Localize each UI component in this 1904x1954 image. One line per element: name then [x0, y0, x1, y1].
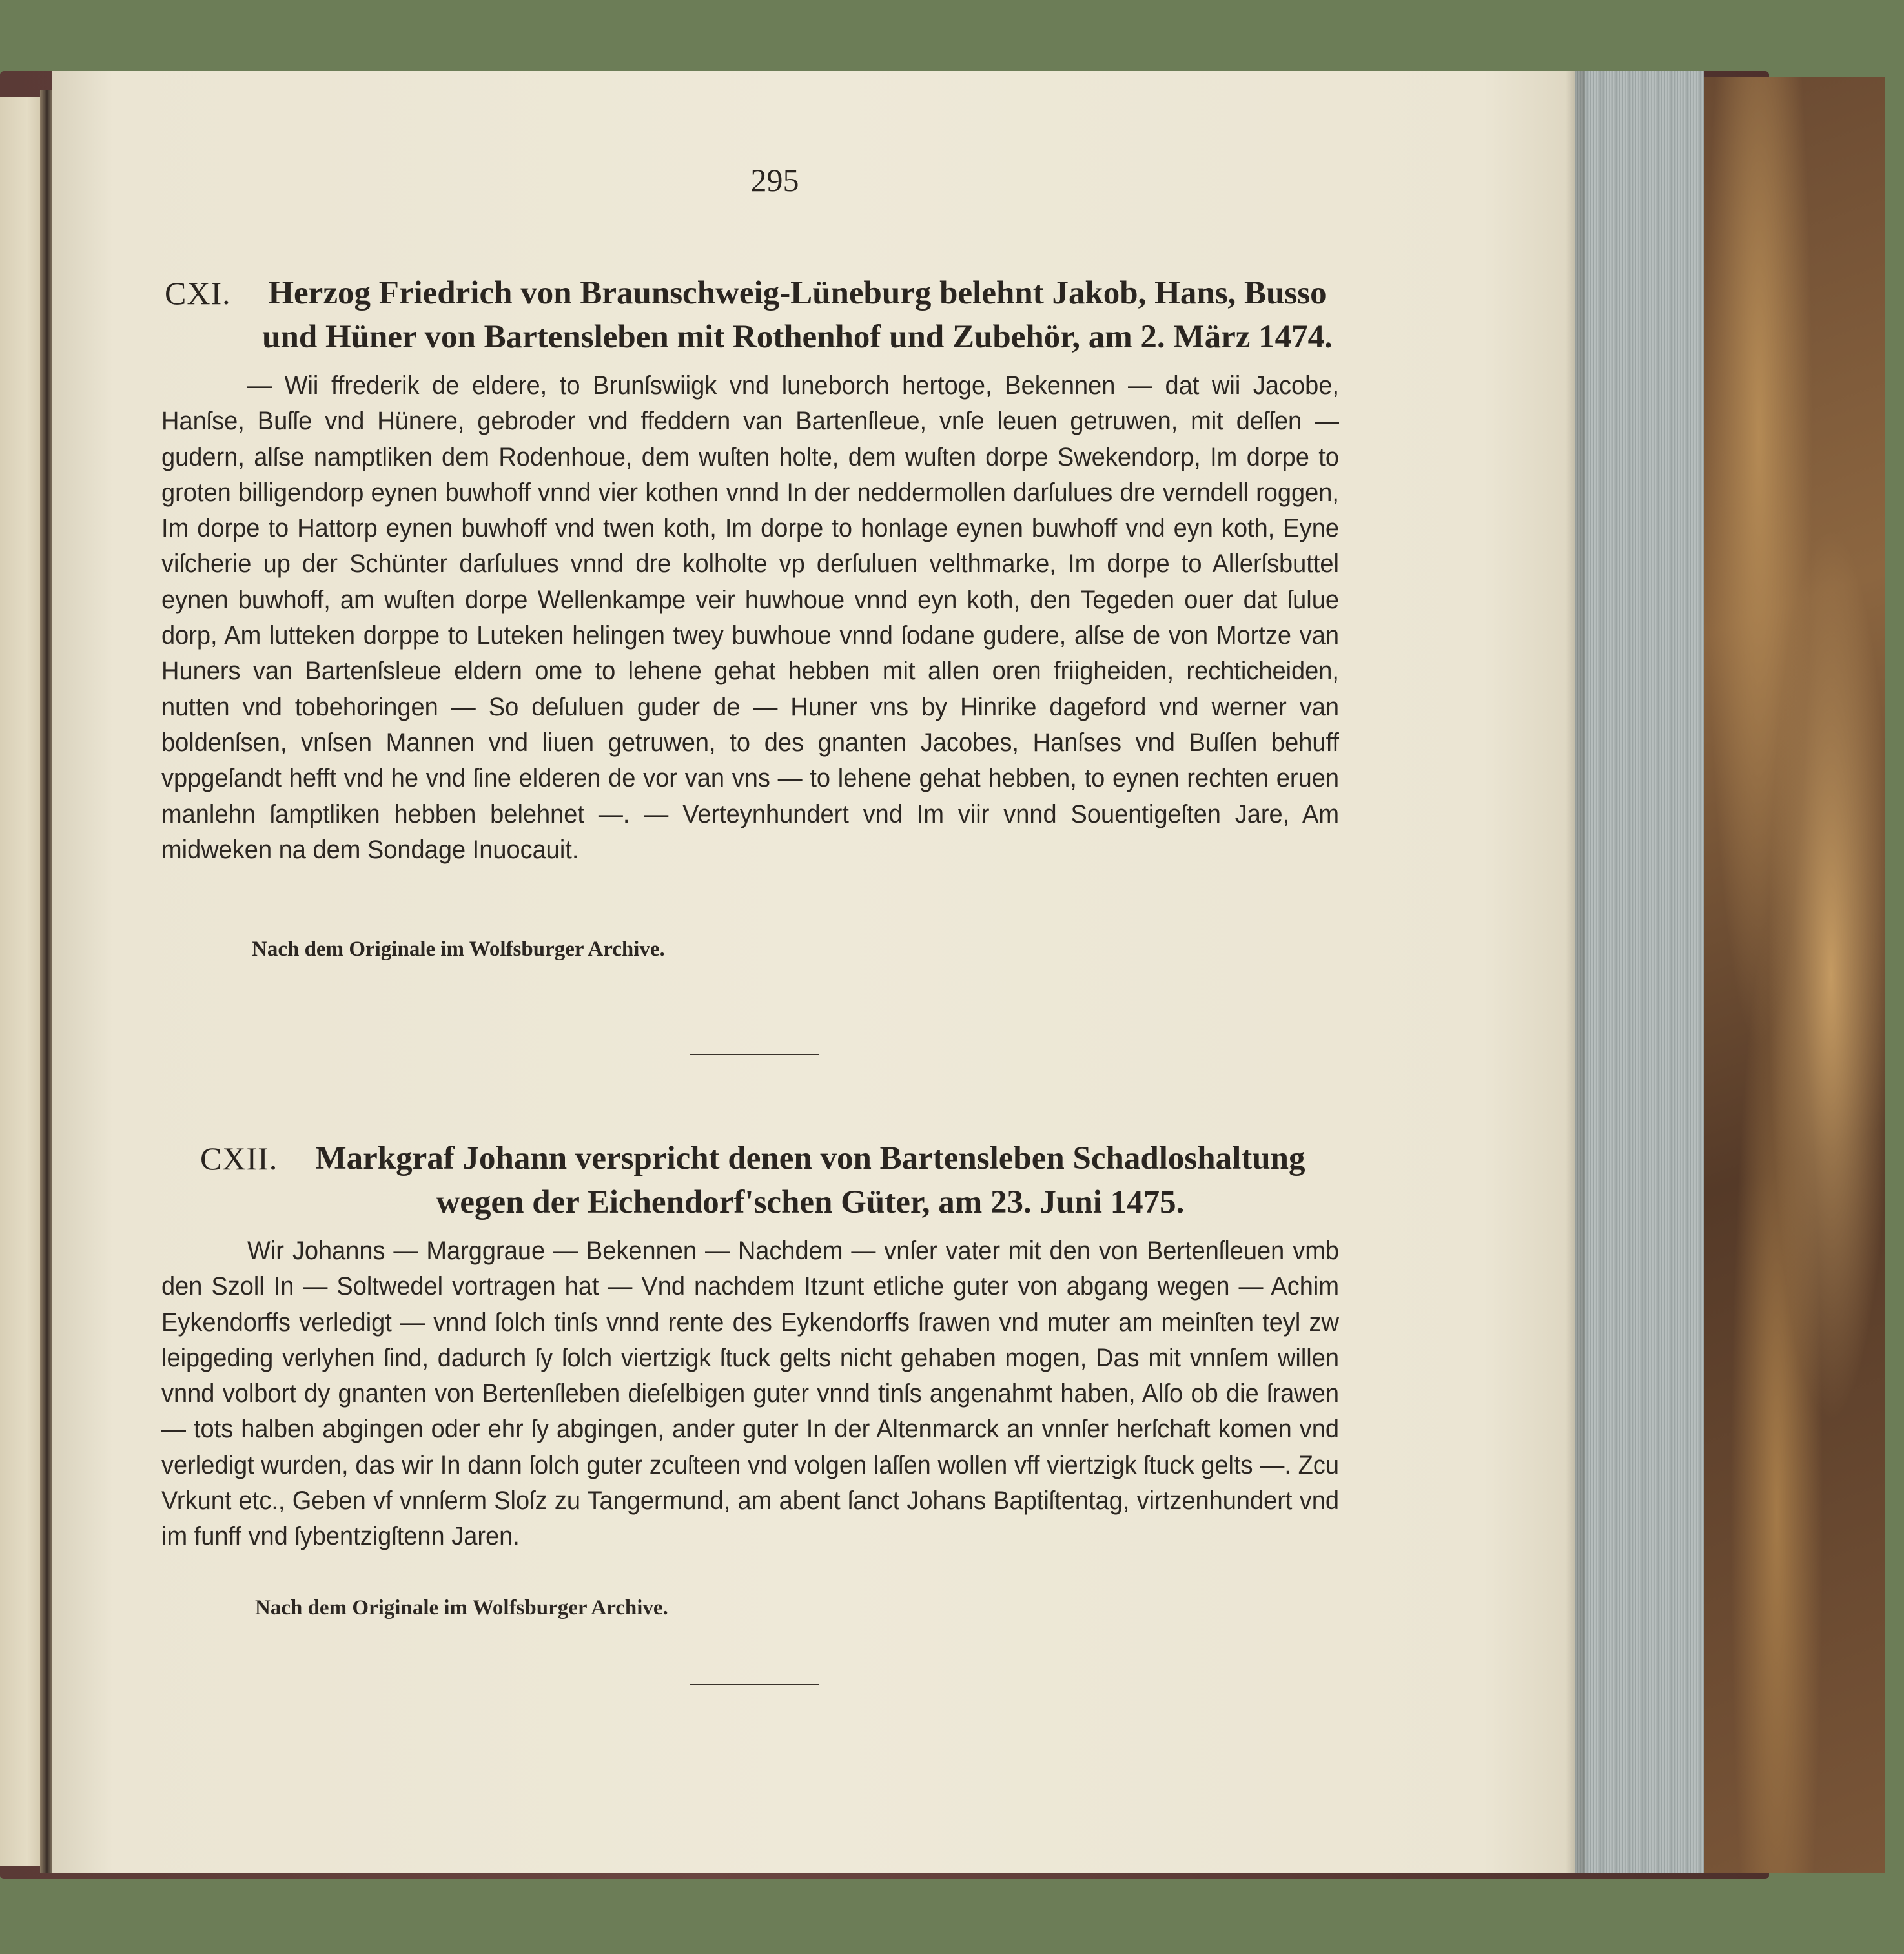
section-heading-cxii	[200, 1136, 1311, 1224]
page-edges	[1575, 71, 1704, 1873]
page-number: 295	[750, 162, 799, 198]
section-title: Markgraf Johann verspricht denen von Bartensleben Schadloshaltung wegen der Eichendorf'schen Güter, am 23. Juni 1475.	[315, 1140, 1305, 1220]
section-divider	[690, 1054, 819, 1055]
marbled-cover	[1704, 77, 1885, 1873]
section-divider	[690, 1684, 819, 1685]
section-title: Herzog Friedrich von Braunschweig-Lüneburg belehnt Jakob, Hans, Busso und Hüner von Bartensleben mit Rothenhof und Zubehör, am 2. März 1474.	[262, 275, 1333, 355]
document-paragraph: — Wii ffrederik de eldere, to Brunſswiigk vnd luneborch hertoge, Bekennen — dat wii Jacobe, Hanſse, Buſſe vnd Hünere, gebroder vnd ffeddern van Bartenſleue, vnſe leuen getruwen, mit deſſen — gudern, alſse namptliken dem Rodenhoue, dem wuſten holte, dem wuſten dorpe Swekendorp, Im dorpe to groten billigendorp eynen buwhoff vnnd vier kothen vnnd In der neddermollen darſulues dre verndell roggen, Im dorpe to Hattorp eynen buwhoff vnd twen koth, Im dorpe to honlage eynen buwhoff vnd eyn koth, Eyne viſcherie up der Schünter darſulues vnnd dre kolholte vp derſuluen velthmarke, Im dorpe to Allerſsbuttel eynen buwhoff, am wuſten dorpe Wellenkampe veir huwhoue vnnd eyn koth, den Tegeden ouer dat ſulue dorp, Am lutteken dorppe to Luteken helingen twey buwhoue vnnd ſodane gudere, alſse de von Mortze van Huners van Bartenſsleue eldern ome to lehene gehat hebben mit allen oren friigheiden, rechticheiden, nutten vnd tobehoringen — So deſuluen guder de — Huner vns by Hinrike dageford vnd werner van boldenſsen, vnſsen Mannen vnd liuen getruwen, to des gnanten Jacobes, Hanſses vnd Buſſen behuff vppgeſandt hefft vnd he vnd ſine elderen de vor van vns — to lehene gehat hebben, to eynen rechten eruen manlehn ſamptliken hebben belehnet —. — Verteynhundert vnd Im viir vnnd Souentigeſten Jare, Am midweken na dem Sondage Inuocauit.	[161, 371, 1339, 864]
page-edge-shadow	[1566, 71, 1585, 1873]
section-numeral: CXII.	[200, 1140, 278, 1177]
left-page-edge	[0, 97, 45, 1866]
section-numeral: CXI.	[165, 275, 231, 311]
document-paragraph: Wir Johanns — Marggraue — Bekennen — Nachdem — vnſer vater mit den von Bertenſleuen vmb den Szoll In — Soltwedel vortragen hat — Vnd nachdem Itzunt etliche guter von abgang wegen — Achim Eykendorffs verledigt — vnnd ſolch tinſs vnnd rente des Eykendorffs ſrawen vnd muter am meinſten teyl zw leipgeding verlyhen ſind, dadurch ſy ſolch viertzigk ſtuck gelts nicht gehaben mogen, Das mit vnnſem willen vnnd volbort dy gnanten von Bertenſleben dieſelbigen guter vnnd tinſs angenahmt haben, Alſo ob die ſrawen — tots halben abgingen oder ehr ſy abgingen, ander guter In der Altenmarck an vnnſer herſchaft komen vnd verledigt wurden, das wir In dann ſolch guter zcuſteen vnd volgen laſſen wollen vff viertzigk ſtuck gelts —. Zcu Vrkunt etc., Geben vf vnnſerm Sloſz zu Tangermund, am abent ſanct Johans Baptiſtentag, virtzenhundert vnd im funff vnd ſybentzigſtenn Jaren.	[161, 1237, 1339, 1551]
source-note-cxi: Nach dem Originale im Wolfsburger Archive.	[252, 938, 665, 961]
section-text-cxii	[161, 1233, 1339, 1555]
section-heading-cxi	[165, 271, 1333, 359]
source-note-cxii: Nach dem Originale im Wolfsburger Archive.	[255, 1596, 668, 1620]
section-text-cxi	[161, 368, 1339, 868]
